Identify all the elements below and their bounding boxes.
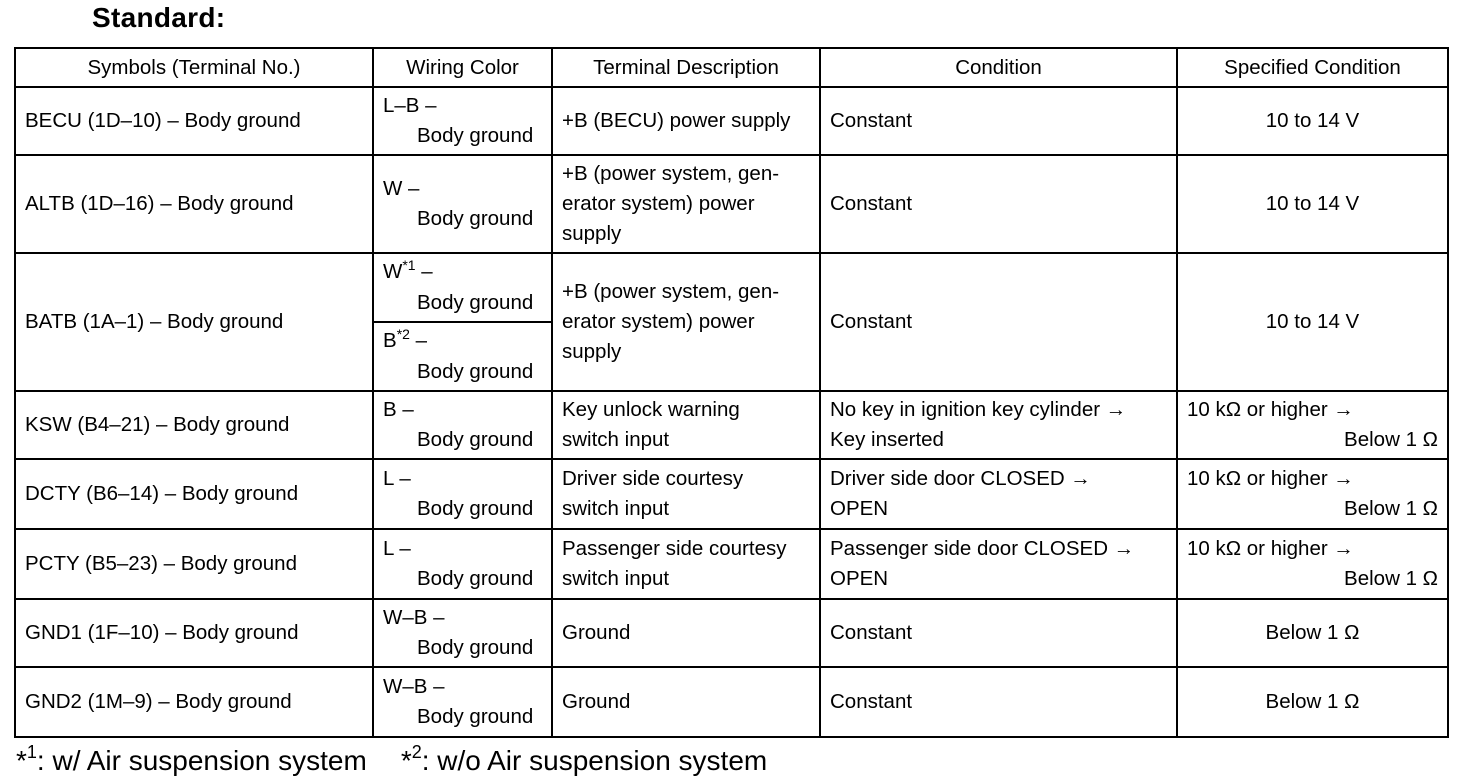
terminal-description xyxy=(552,87,820,155)
terminal-symbol: BECU (1D–10) – Body ground xyxy=(15,87,373,155)
description-line: switch input xyxy=(562,567,670,590)
description-line: Key unlock warning xyxy=(562,398,740,421)
terminal-symbol: ALTB (1D–16) – Body ground xyxy=(15,155,373,253)
condition xyxy=(820,529,1177,599)
table-row xyxy=(15,391,1448,459)
wiring-color-line2: Body ground xyxy=(417,291,534,314)
spec-line: 10 kΩ or higher → xyxy=(1187,537,1354,560)
column-header-specified-condition: Specified Condition xyxy=(1177,48,1448,87)
footnote-marker: *2 xyxy=(396,326,410,342)
specified-condition xyxy=(1177,391,1448,459)
spec-line: Below 1 Ω xyxy=(1265,621,1360,644)
description-line: Driver side courtesy xyxy=(562,467,744,490)
terminal-symbol: KSW (B4–21) – Body ground xyxy=(15,391,373,459)
wiring-color-line2: Body ground xyxy=(417,428,534,451)
description-line: supply xyxy=(562,340,622,363)
specified-condition xyxy=(1177,599,1448,667)
wiring-color-line2: Body ground xyxy=(417,124,534,147)
table-header-row xyxy=(15,48,1448,87)
terminal-symbol: BATB (1A–1) – Body ground xyxy=(15,253,373,391)
wiring-color xyxy=(373,322,552,391)
wiring-color xyxy=(373,87,552,155)
condition xyxy=(820,391,1177,459)
terminal-description xyxy=(552,391,820,459)
description-line: Ground xyxy=(562,621,631,644)
wiring-color-line2: Body ground xyxy=(417,360,534,383)
terminal-symbol: GND1 (1F–10) – Body ground xyxy=(15,599,373,667)
spec-line: 10 to 14 V xyxy=(1265,109,1360,132)
wire-dash: – xyxy=(409,329,428,352)
wiring-color xyxy=(373,667,552,737)
specified-condition xyxy=(1177,529,1448,599)
condition xyxy=(820,87,1177,155)
condition-line: Constant xyxy=(830,621,913,644)
wiring-color xyxy=(373,599,552,667)
condition-line: Constant xyxy=(830,690,913,713)
spec-line: Below 1 Ω xyxy=(1344,428,1438,451)
description-line: erator system) power xyxy=(562,192,755,215)
wire-color-code: L–B – xyxy=(383,94,437,117)
wire-color-code: L – xyxy=(383,537,411,560)
condition xyxy=(820,155,1177,253)
terminal-description xyxy=(552,599,820,667)
wiring-color-line1 xyxy=(383,91,542,121)
column-header-terminal-description: Terminal Description xyxy=(552,48,820,87)
condition-line: Passenger side door CLOSED → xyxy=(830,537,1135,560)
footnote-1: *$^1$: w/ Air suspension system xyxy=(16,742,367,776)
description-line: Passenger side courtesy xyxy=(562,537,787,560)
description-line: +B (power system, gen- xyxy=(562,162,780,185)
wiring-color-line1 xyxy=(383,257,542,288)
wiring-color-line1 xyxy=(383,395,542,425)
specified-condition xyxy=(1177,155,1448,253)
specified-condition xyxy=(1177,253,1448,391)
condition-line: Constant xyxy=(830,192,913,215)
column-header-condition: Condition xyxy=(820,48,1177,87)
wiring-color xyxy=(373,459,552,529)
table-row xyxy=(15,529,1448,599)
spec-line: 10 to 14 V xyxy=(1265,192,1360,215)
terminal-description xyxy=(552,529,820,599)
wiring-color-line2: Body ground xyxy=(417,207,534,230)
wiring-color-line2: Body ground xyxy=(417,497,534,520)
description-line: switch input xyxy=(562,497,670,520)
wiring-color-line1 xyxy=(383,534,542,564)
wire-color-code: L – xyxy=(383,467,411,490)
condition-line: OPEN xyxy=(830,497,889,520)
description-line: +B (BECU) power supply xyxy=(562,109,791,132)
wiring-color-line2: Body ground xyxy=(417,567,534,590)
wire-color-code: W xyxy=(383,260,403,283)
footnote-2: *$^2$: w/o Air suspension system xyxy=(400,742,768,776)
wiring-color xyxy=(373,253,552,322)
wiring-color xyxy=(373,155,552,253)
description-line: erator system) power xyxy=(562,310,755,333)
spec-line: Below 1 Ω xyxy=(1265,690,1360,713)
specified-condition xyxy=(1177,87,1448,155)
table-row xyxy=(15,253,1448,322)
wiring-color-line2: Body ground xyxy=(417,636,534,659)
terminal-spec-table xyxy=(14,47,1449,738)
table-row xyxy=(15,459,1448,529)
condition xyxy=(820,599,1177,667)
wiring-color-line1 xyxy=(383,326,542,357)
description-line: supply xyxy=(562,222,622,245)
terminal-description xyxy=(552,459,820,529)
wire-color-code: W–B – xyxy=(383,675,445,698)
condition xyxy=(820,459,1177,529)
description-line: switch input xyxy=(562,428,670,451)
spec-line: 10 kΩ or higher → xyxy=(1187,398,1354,421)
wire-color-code: W–B – xyxy=(383,606,445,629)
wire-color-code: B xyxy=(383,329,397,352)
condition xyxy=(820,253,1177,391)
terminal-symbol: GND2 (1M–9) – Body ground xyxy=(15,667,373,737)
spec-line: 10 to 14 V xyxy=(1265,310,1360,333)
specified-condition xyxy=(1177,667,1448,737)
table-row xyxy=(15,87,1448,155)
description-line: Ground xyxy=(562,690,631,713)
footnote-marker: *1 xyxy=(402,257,416,273)
condition-line: OPEN xyxy=(830,567,889,590)
column-header-symbols: Symbols (Terminal No.) xyxy=(15,48,373,87)
wiring-color-line1 xyxy=(383,464,542,494)
column-header-wiring-color: Wiring Color xyxy=(373,48,552,87)
spec-line: Below 1 Ω xyxy=(1344,497,1438,520)
wire-dash: – xyxy=(415,260,433,283)
wiring-color-line1 xyxy=(383,174,542,204)
condition-line: Constant xyxy=(830,109,913,132)
condition xyxy=(820,667,1177,737)
terminal-description xyxy=(552,155,820,253)
table-row xyxy=(15,667,1448,737)
terminal-symbol: PCTY (B5–23) – Body ground xyxy=(15,529,373,599)
footnotes xyxy=(16,742,768,777)
page-title: Standard: xyxy=(92,2,226,33)
wiring-color xyxy=(373,529,552,599)
wiring-color-line2: Body ground xyxy=(417,705,534,728)
wire-color-code: B – xyxy=(383,398,414,421)
wire-color-code: W – xyxy=(383,177,420,200)
terminal-description xyxy=(552,253,820,391)
table-row xyxy=(15,599,1448,667)
description-line: +B (power system, gen- xyxy=(562,280,780,303)
condition-line: Driver side door CLOSED → xyxy=(830,467,1091,490)
terminal-description xyxy=(552,667,820,737)
terminal-symbol: DCTY (B6–14) – Body ground xyxy=(15,459,373,529)
table-row xyxy=(15,155,1448,253)
condition-line: Key inserted xyxy=(830,428,944,451)
specified-condition xyxy=(1177,459,1448,529)
condition-line: No key in ignition key cylinder → xyxy=(830,398,1127,421)
condition-line: Constant xyxy=(830,310,913,333)
wiring-color-line1 xyxy=(383,672,542,702)
spec-line: 10 kΩ or higher → xyxy=(1187,467,1354,490)
wiring-color xyxy=(373,391,552,459)
spec-line: Below 1 Ω xyxy=(1344,567,1438,590)
wiring-color-line1 xyxy=(383,603,542,633)
